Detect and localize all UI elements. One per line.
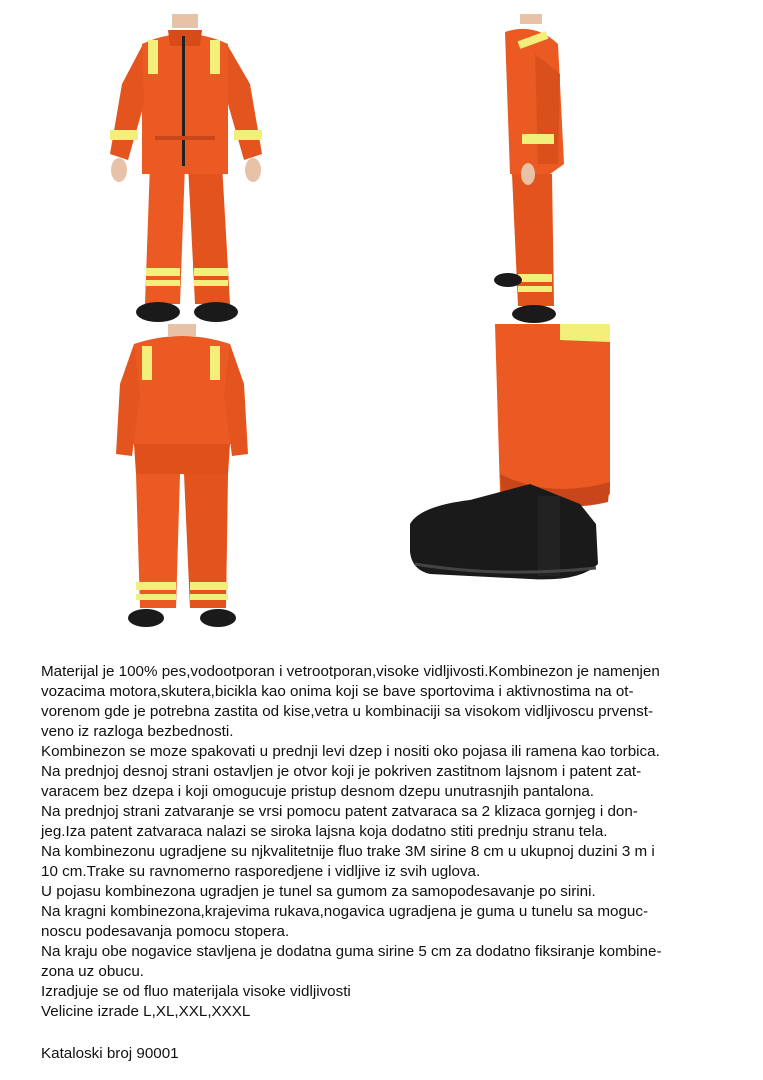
leg-cuff-detail-photo (410, 324, 615, 584)
description-line: noscu podesavanja pomocu stopera. (41, 923, 290, 940)
description-line: varacem bez dzepa i koji omogucuje pristup desnom dzepu unutrasnjih pantalona. (41, 783, 594, 800)
description-line: U pojasu kombinezona ugradjen je tunel sa gumom za samopodesavanje po sirini. (41, 883, 596, 900)
side-view-photo (480, 14, 580, 326)
description-line: Izradjuje se od fluo materijala visoke vidljivosti (41, 983, 351, 1000)
catalog-number: Kataloski broj 90001 (41, 1045, 179, 1062)
back-view-photo (112, 324, 252, 634)
description-line: Na prednjoj desnoj strani ostavljen je otvor koji je pokriven zastitnom lajsnom i patent zat- (41, 763, 642, 780)
description-line: jeg.Iza patent zatvaraca nalazi se siroka lajsna koja dodatno stiti prednju stranu tela. (41, 823, 608, 840)
description-line: Materijal je 100% pes,vodootporan i vetrootporan,visoke vidljivosti.Kombinezon je namenjen (41, 663, 660, 680)
description-line: Na prednjoj strani zatvaranje se vrsi pomocu patent zatvaraca sa 2 klizaca gornjeg i don- (41, 803, 638, 820)
description-line: veno iz razloga bezbednosti. (41, 723, 234, 740)
description-line: vozacima motora,skutera,bicikla kao onima koji se bave sportovima i aktivnostima na ot- (41, 683, 634, 700)
description-line: Kombinezon se moze spakovati u prednji levi dzep i nositi oko pojasa ili ramena kao torbica. (41, 743, 660, 760)
description-line: Na kombinezonu ugradjene su njkvalitetnije fluo trake 3M sirine 8 cm u ukupnoj duzini 3 m i (41, 843, 655, 860)
product-description (41, 662, 731, 1022)
description-line: zona uz obucu. (41, 963, 145, 980)
description-line: vorenom gde je potrebna zastita od kise,vetra u kombinaciji sa visokom vidljivoscu prvenst- (41, 703, 654, 720)
description-line: Na kragni kombinezona,krajevima rukava,nogavica ugradjena je guma u tunelu sa moguc- (41, 903, 648, 920)
description-line: Velicine izrade L,XL,XXL,XXXL (41, 1003, 251, 1020)
description-line: Na kraju obe nogavice stavljena je dodatna guma sirine 5 cm za dodatno fiksiranje kombine- (41, 943, 662, 960)
description-line: 10 cm.Trake su ravnomerno rasporedjene i vidljive iz svih uglova. (41, 863, 481, 880)
front-view-photo (100, 14, 270, 326)
